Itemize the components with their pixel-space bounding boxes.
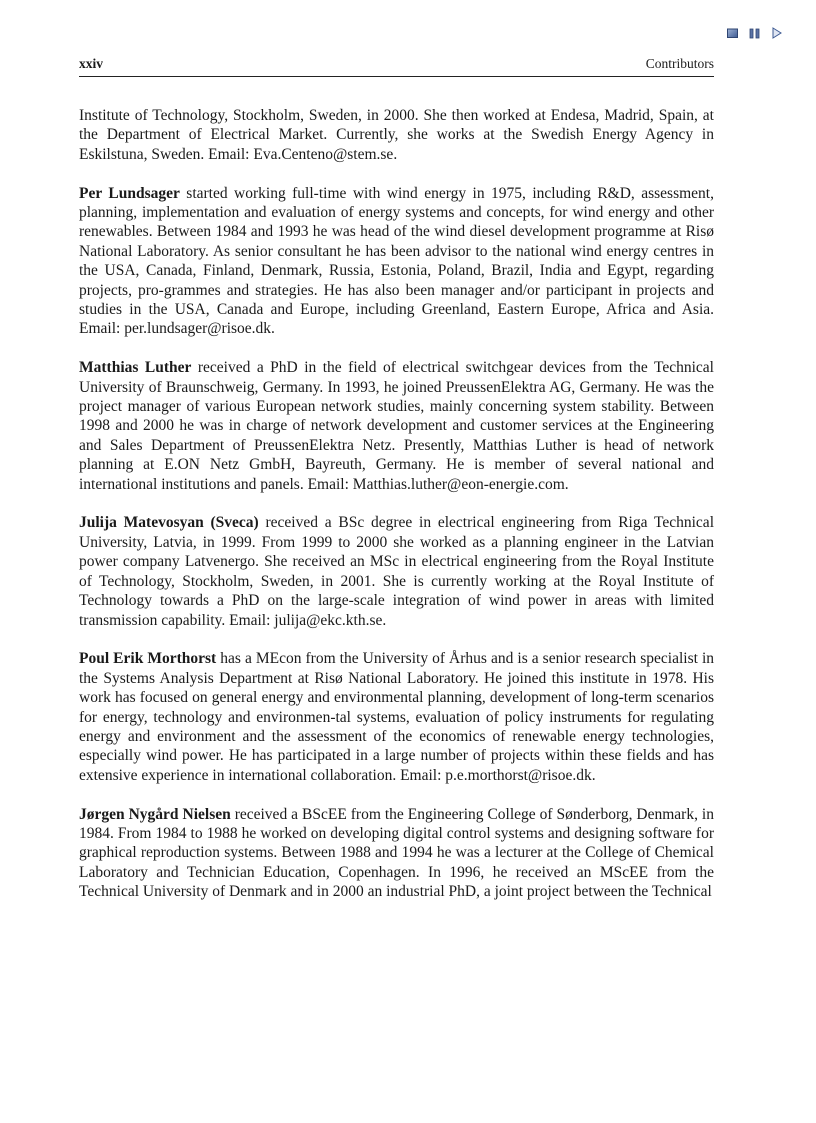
paragraph-text: received a BSc degree in electrical engineering from Riga Technical University, Latvia, in 1999. From 1999 to 2000 she worked as a planning engineer in the Latvian power company Latvenergo. She received an MSc in electrical engineering from the Royal Institute of Technology, Stockholm, Sweden, in 2001. She is currently working at the Royal Institute of Technology towards a PhD on the large-scale integration of wind power in areas with limited transmission capability. Email: julija@ekc.kth.se.: [79, 514, 714, 629]
paragraph-text: started working full-time with wind energy in 1975, including R&D, assessment, planning, implementation and evaluation of energy systems and concepts, for wind energy and other renewables. Between 1984 and 1993 he was head of the wind diesel development programme at Risø National Laboratory. As senior consultant he has been advisor to the national wind energy centres in the USA, Canada, Finland, Denmark, Russia, Estonia, Poland, Brazil, India and Egypt, regarding projects, pro-grammes and strategies. He has also been manager and/or participant in projects and studies in the USA, Canada and Europe, including Greenland, Eastern Europe, Africa and Asia. Email: per.lundsager@risoe.dk.: [79, 184, 714, 338]
contributor-name: Matthias Luther: [79, 359, 192, 377]
play-icon[interactable]: [771, 26, 783, 44]
contributor-name: Julija Matevosyan (Sveca): [79, 514, 259, 532]
page-number: xxiv: [79, 56, 104, 71]
contributor-paragraph: [79, 513, 714, 629]
contributor-paragraph: [79, 106, 714, 164]
contributor-paragraph: [79, 805, 714, 902]
contributors-text: [79, 106, 714, 921]
page-header: [79, 56, 714, 77]
paragraph-text: received a PhD in the field of electrical switchgear devices from the Technical University of Braunschweig, Germany. In 1993, he joined PreussenElektra AG, Germany. He was the project manager of various European network studies, mainly concerning system stability. Between 1998 and 2000 he was in charge of network development and customer services at the Engineering and Sales Department of PreussenElektra Netz. Presently, Matthias Luther is head of network planning at E.ON Netz GmbH, Bayreuth, Germany. He is member of several national and international institutions and panels. Email: Matthias.luther@eon-energie.com.: [79, 359, 714, 493]
running-title: Contributors: [645, 56, 714, 71]
paragraph-text: has a MEcon from the University of Århus and is a senior research specialist in the Systems Analysis Department at Risø National Laboratory. He joined this institute in 1978. His work has focused on general energy and environmental planning, development of long-term scenarios for energy, technology and environmen-tal systems, evaluation of policy instruments for regulating energy and environment and the assessment of the economics of renewable energy technologies, especially wind power. He has participated in a large number of projects within these fields and has extensive experience in international collaboration. Email: p.e.morthorst@risoe.dk.: [79, 650, 714, 784]
contributor-paragraph: [79, 184, 714, 339]
contributor-name: Poul Erik Morthorst: [79, 650, 217, 668]
contributor-paragraph: [79, 358, 714, 494]
pause-icon[interactable]: [749, 26, 761, 44]
viewer-nav: [727, 26, 783, 44]
contributor-paragraph: [79, 649, 714, 785]
paragraph-text: Institute of Technology, Stockholm, Sweden, in 2000. She then worked at Endesa, Madrid, Spain, at the Department of Electrical Market. Currently, she works at the Swedish Energy Agency in Eskilstuna, Sweden. Email: Eva.Centeno@stem.se.: [79, 107, 714, 163]
paragraph-text: received a BScEE from the Engineering College of Sønderborg, Denmark, in 1984. From 1984 to 1988 he worked on developing digital control systems and designing software for graphical reproduction systems. Between 1988 and 1994 he was a lecturer at the College of Chemical Laboratory and Technician Education, Copenhagen. In 1996, he received an MScEE from the Technical University of Denmark and in 2000 an industrial PhD, a joint project between the Technical: [79, 805, 714, 901]
contributor-name: Jørgen Nygård Nielsen: [79, 805, 231, 823]
stop-icon[interactable]: [727, 26, 739, 44]
contributor-name: Per Lundsager: [79, 184, 180, 202]
